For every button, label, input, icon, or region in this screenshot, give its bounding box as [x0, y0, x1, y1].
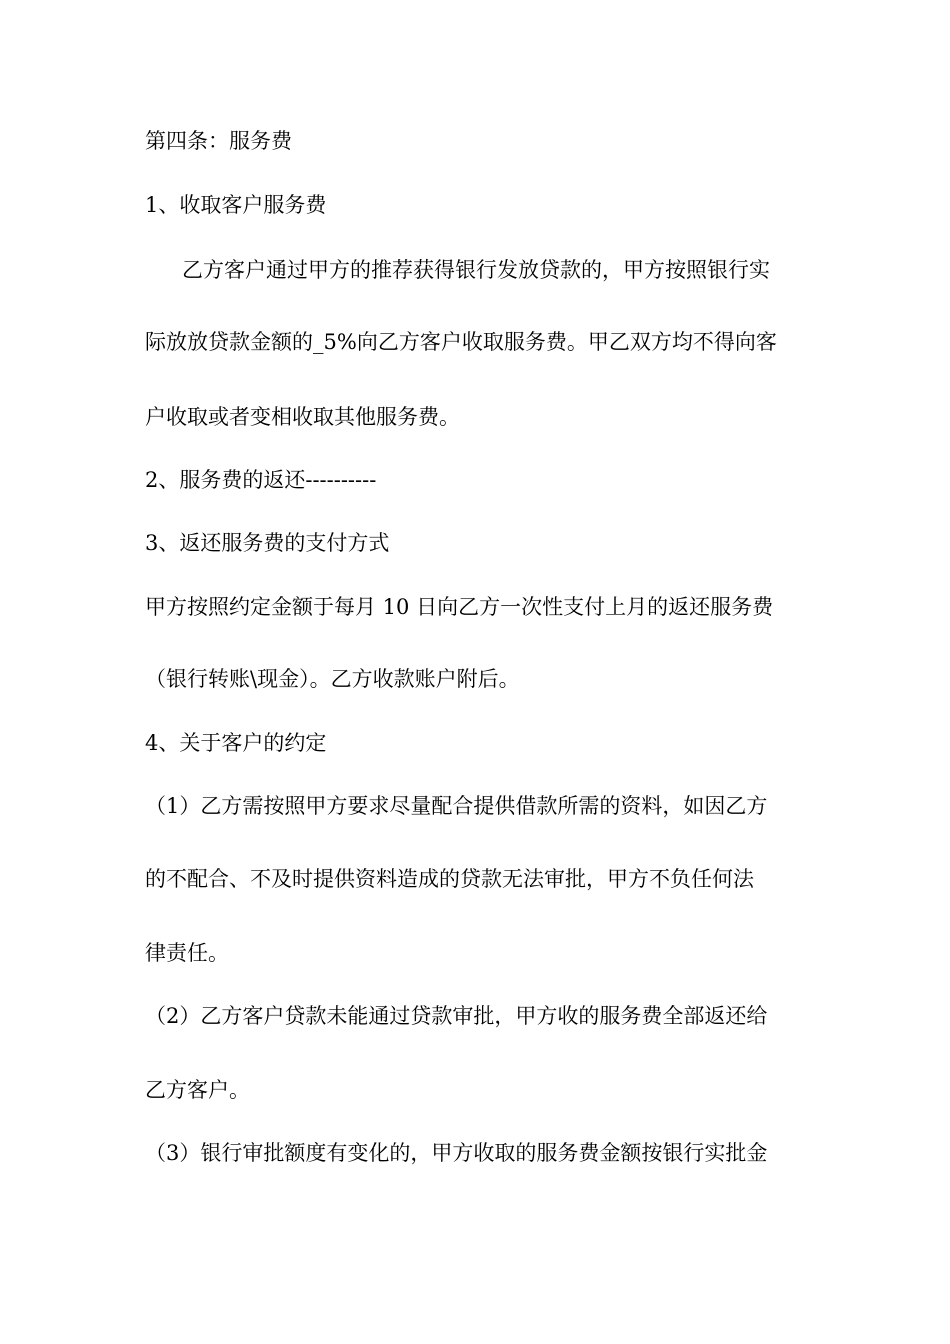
article-heading: 第四条：服务费	[145, 129, 292, 153]
paragraph-line: 甲方按照约定金额于每月 10 日向乙方一次性支付上月的返还服务费	[145, 595, 774, 619]
list-item-line: （2）乙方客户贷款未能通过贷款审批，甲方收的服务费全部返还给	[145, 1004, 768, 1028]
list-item-line: 律责任。	[145, 941, 229, 965]
list-item-line: 的不配合、不及时提供资料造成的贷款无法审批，甲方不负任何法	[145, 867, 754, 891]
paragraph-line: 户收取或者变相收取其他服务费。	[145, 405, 460, 429]
section-heading-3: 3、返还服务费的支付方式	[145, 531, 390, 555]
paragraph-line: 乙方客户通过甲方的推荐获得银行发放贷款的，甲方按照银行实	[182, 258, 770, 282]
section-heading-4: 4、关于客户的约定	[145, 731, 327, 755]
list-item-line: 乙方客户。	[145, 1078, 250, 1102]
paragraph-line: （银行转账\现金）。乙方收款账户附后。	[145, 667, 520, 691]
list-item-line: （3）银行审批额度有变化的，甲方收取的服务费金额按银行实批金	[145, 1141, 768, 1165]
section-heading-1: 1、收取客户服务费	[145, 193, 327, 217]
section-heading-2: 2、服务费的返还----------	[145, 468, 377, 492]
paragraph-line: 际放放贷款金额的_5%向乙方客户收取服务费。甲乙双方均不得向客	[145, 330, 777, 354]
list-item-line: （1）乙方需按照甲方要求尽量配合提供借款所需的资料，如因乙方	[145, 794, 768, 818]
